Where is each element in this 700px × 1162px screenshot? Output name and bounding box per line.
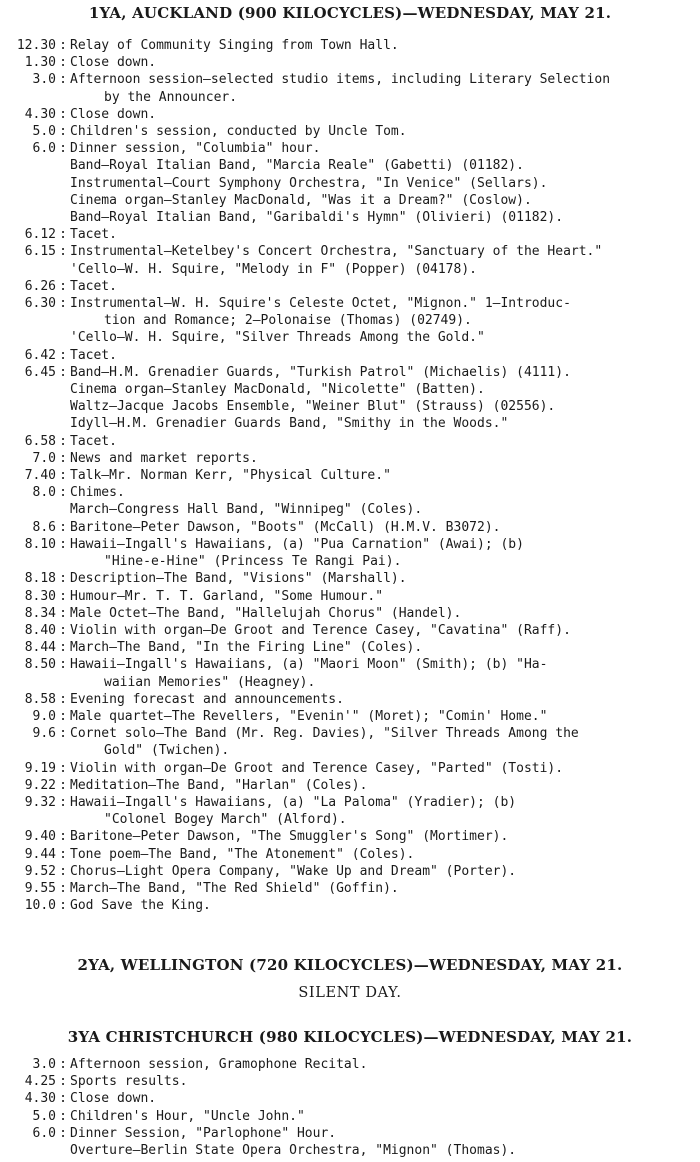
program-entry [14,37,690,54]
entry-line: by the Announcer. [104,89,238,105]
program-entry [14,467,690,484]
program-entry [14,364,690,433]
entry-line: Idyll—H.M. Grenadier Guards Band, "Smithy in the Woods." [70,416,509,432]
entry-time: 9.44 [24,846,56,862]
entry-line: Afternoon session, Gramophone Recital. [70,1057,368,1072]
entry-line: Children's Hour, "Uncle John." [70,1108,305,1124]
time-separator: : [59,55,67,71]
entry-time: 9.55 [24,880,56,896]
entry-line: Band—H.M. Grenadier Guards, "Turkish Patrol" (Michaelis) (4111). [70,364,571,380]
program-entry [14,243,690,277]
entry-time: 8.10 [24,536,56,552]
entry-description [70,123,690,140]
entry-line: Instrumental—Court Symphony Orchestra, "In Venice" (Sellars). [70,175,548,191]
entry-line: Meditation—The Band, "Harlan" (Coles). [70,777,368,793]
entry-time: 1.30 [24,55,56,71]
entry-line: God Save the King. [70,898,211,914]
entry-time: 4.30 [24,1091,56,1107]
entry-line: tion and Romance; 2—Polonaise (Thomas) (02749). [104,313,472,329]
entry-description [70,570,690,587]
entry-line: Close down. [70,106,157,122]
program-entry [14,691,690,708]
entry-line: Chorus—Light Opera Company, "Wake Up and Dream" (Porter). [70,863,517,879]
entry-time: 5.0 [32,124,56,140]
time-separator: : [59,1108,67,1124]
entry-time: 9.52 [24,863,56,879]
entry-description [70,1073,690,1090]
program-entry [14,1125,690,1159]
entry-time: 8.0 [32,485,56,501]
program-entry [14,760,690,777]
entry-description [70,1125,690,1159]
entry-line: Cinema organ—Stanley MacDonald, "Was it a Dream?" (Coslow). [70,192,532,208]
section-heading-1ya: 1YA, AUCKLAND (900 KILOCYCLES)—WEDNESDAY, MAY 21. [88,4,612,22]
time-separator: : [59,519,67,535]
entry-time: 8.50 [24,657,56,673]
entry-line: Baritone—Peter Dawson, "Boots" (McCall) (H.M.V. B3072). [70,519,501,535]
entry-time: 3.0 [32,1057,56,1072]
entry-time: 4.25 [24,1074,56,1090]
entry-time: 8.34 [24,605,56,621]
entry-description [70,54,690,71]
entry-line: Tone poem—The Band, "The Atonement" (Coles). [70,846,415,862]
section-heading-3ya: 3YA CHRISTCHURCH (980 KILOCYCLES)—WEDNESDAY, MAY 21. [67,1028,633,1046]
entry-line: Close down. [70,1091,157,1107]
entry-description [70,295,690,347]
program-entry [14,106,690,123]
entry-line: Instrumental—W. H. Squire's Celeste Octet, "Mignon." 1—Introduc- [70,296,571,312]
entry-time: 6.45 [24,364,56,380]
entry-time: 6.42 [24,347,56,363]
entry-time: 8.30 [24,588,56,604]
entry-description [70,777,690,794]
entry-description [70,760,690,777]
entry-line: March—Congress Hall Band, "Winnipeg" (Coles). [70,502,423,518]
entry-line: 'Cello—W. H. Squire, "Silver Threads Among the Gold." [70,330,485,346]
program-entry [14,777,690,794]
entry-line: Dinner Session, "Parlophone" Hour. [70,1125,337,1141]
time-separator: : [59,244,67,260]
program-entry [14,622,690,639]
program-entry [14,123,690,140]
entry-line: "Colonel Bogey March" (Alford). [104,812,347,828]
time-separator: : [59,278,67,294]
entry-line: Waltz—Jacque Jacobs Ensemble, "Weiner Blut" (Strauss) (02556). [70,399,556,415]
program-entry [14,725,690,759]
entry-time: 8.40 [24,622,56,638]
time-separator: : [59,1074,67,1090]
entry-description [70,243,690,277]
entry-time: 6.26 [24,278,56,294]
time-separator: : [59,38,67,53]
time-separator: : [59,760,67,776]
time-separator: : [59,106,67,122]
time-separator: : [59,1125,67,1141]
program-list-1ya [14,37,690,914]
program-entry [14,897,690,914]
time-separator: : [59,536,67,552]
entry-description [70,467,690,484]
time-separator: : [59,347,67,363]
program-entry [14,54,690,71]
time-separator: : [59,846,67,862]
entry-line: Children's session, conducted by Uncle Tom. [70,124,407,140]
time-separator: : [59,72,67,88]
entry-line: Band—Royal Italian Band, "Marcia Reale" (Gabetti) (01182). [70,158,524,174]
entry-description [70,37,690,54]
program-entry [14,1073,690,1090]
time-separator: : [59,622,67,638]
entry-line: Hawaii—Ingall's Hawaiians, (a) "Maori Moon" (Smith); (b) "Ha- [70,657,548,673]
entry-line: Hawaii—Ingall's Hawaiians, (a) "La Paloma" (Yradier); (b) [70,794,517,810]
entry-line: Close down. [70,55,157,71]
program-entry [14,863,690,880]
entry-description [70,691,690,708]
entry-description [70,794,690,828]
time-separator: : [59,450,67,466]
entry-time: 6.58 [24,433,56,449]
entry-description [70,880,690,897]
program-entry [14,278,690,295]
entry-description [70,656,690,690]
time-separator: : [59,588,67,604]
time-separator: : [59,829,67,845]
entry-description [70,1108,690,1125]
entry-description [70,1090,690,1107]
entry-line: Gold" (Twichen). [104,743,230,759]
entry-description [70,71,690,105]
entry-description [70,846,690,863]
entry-line: Tacet. [70,433,117,449]
entry-time: 3.0 [32,72,56,88]
entry-line: Talk—Mr. Norman Kerr, "Physical Culture." [70,468,391,484]
entry-line: Cinema organ—Stanley MacDonald, "Nicolette" (Batten). [70,382,485,398]
entry-line: Baritone—Peter Dawson, "The Smuggler's Song" (Mortimer). [70,829,509,845]
entry-line: Violin with organ—De Groot and Terence Casey, "Cavatina" (Raff). [70,622,571,638]
program-entry [14,1090,690,1107]
entry-description [70,433,690,450]
entry-description [70,725,690,759]
entry-description [70,226,690,243]
program-list-3ya [14,1056,690,1159]
entry-description [70,828,690,845]
entry-description [70,106,690,123]
program-entry [14,828,690,845]
time-separator: : [59,1057,67,1072]
entry-description [70,519,690,536]
entry-time: 12.30 [16,38,56,53]
entry-description [70,708,690,725]
entry-line: Tacet. [70,347,117,363]
time-separator: : [59,1091,67,1107]
entry-time: 4.30 [24,106,56,122]
program-entry [14,140,690,226]
program-entry [14,656,690,690]
time-separator: : [59,227,67,243]
program-entry [14,71,690,105]
entry-line: Tacet. [70,227,117,243]
entry-time: 6.15 [24,244,56,260]
entry-line: waiian Memories" (Heagney). [104,674,316,690]
entry-time: 6.0 [32,141,56,157]
program-entry [14,846,690,863]
entry-line: News and market reports. [70,450,258,466]
entry-time: 6.0 [32,1125,56,1141]
entry-time: 9.19 [24,760,56,776]
program-entry [14,519,690,536]
entry-description [70,863,690,880]
time-separator: : [59,708,67,724]
entry-time: 5.0 [32,1108,56,1124]
time-separator: : [59,657,67,673]
program-entry [14,484,690,518]
entry-description [70,622,690,639]
entry-line: Hawaii—Ingall's Hawaiians, (a) "Pua Carnation" (Awai); (b) [70,536,524,552]
entry-time: 8.6 [32,519,56,535]
time-separator: : [59,433,67,449]
entry-line: Description—The Band, "Visions" (Marshall). [70,571,407,587]
program-entry [14,639,690,656]
entry-description [70,536,690,570]
program-entry [14,450,690,467]
entry-time: 9.32 [24,794,56,810]
program-entry [14,1056,690,1073]
time-separator: : [59,898,67,914]
time-separator: : [59,640,67,656]
time-separator: : [59,726,67,742]
time-separator: : [59,296,67,312]
entry-description [70,450,690,467]
entry-time: 6.30 [24,296,56,312]
entry-line: Evening forecast and announcements. [70,691,344,707]
entry-line: Sports results. [70,1074,188,1090]
entry-time: 9.6 [32,726,56,742]
program-entry [14,605,690,622]
entry-line: Chimes. [70,485,125,501]
entry-time: 10.0 [24,898,56,914]
time-separator: : [59,124,67,140]
time-separator: : [59,605,67,621]
entry-time: 9.0 [32,708,56,724]
time-separator: : [59,691,67,707]
entry-line: Cornet solo—The Band (Mr. Reg. Davies), "Silver Threads Among the [70,726,579,742]
program-entry [14,433,690,450]
entry-line: Violin with organ—De Groot and Terence Casey, "Parted" (Tosti). [70,760,564,776]
entry-line: March—The Band, "In the Firing Line" (Coles). [70,640,423,656]
program-entry [14,794,690,828]
entry-line: Humour—Mr. T. T. Garland, "Some Humour." [70,588,384,604]
entry-line: Male quartet—The Revellers, "Evenin'" (Moret); "Comin' Home." [70,708,548,724]
time-separator: : [59,485,67,501]
entry-line: Overture—Berlin State Opera Orchestra, "Mignon" (Thomas). [70,1143,517,1159]
entry-time: 8.58 [24,691,56,707]
program-entry [14,708,690,725]
program-entry [14,295,690,347]
time-separator: : [59,777,67,793]
entry-line: Dinner session, "Columbia" hour. [70,141,321,157]
entry-time: 7.0 [32,450,56,466]
entry-description [70,588,690,605]
time-separator: : [59,863,67,879]
time-separator: : [59,794,67,810]
program-entry [14,570,690,587]
program-entry [14,226,690,243]
entry-time: 8.18 [24,571,56,587]
entry-line: March—The Band, "The Red Shield" (Goffin). [70,880,399,896]
entry-time: 9.40 [24,829,56,845]
entry-description [70,347,690,364]
program-entry [14,536,690,570]
entry-description [70,140,690,226]
entry-time: 9.22 [24,777,56,793]
program-entry [14,588,690,605]
section-heading-2ya: 2YA, WELLINGTON (720 KILOCYCLES)—WEDNESDAY, MAY 21. [77,956,623,974]
time-separator: : [59,571,67,587]
time-separator: : [59,880,67,896]
entry-description [70,1056,690,1073]
entry-time: 7.40 [24,468,56,484]
entry-line: Male Octet—The Band, "Hallelujah Chorus" (Handel). [70,605,462,621]
entry-line: Relay of Community Singing from Town Hall. [70,38,399,53]
entry-line: Band—Royal Italian Band, "Garibaldi's Hymn" (Olivieri) (01182). [70,210,564,226]
entry-line: Instrumental—Ketelbey's Concert Orchestra, "Sanctuary of the Heart." [70,244,603,260]
entry-description [70,484,690,518]
program-entry [14,880,690,897]
program-entry [14,1108,690,1125]
entry-description [70,278,690,295]
entry-description [70,897,690,914]
silent-day-label: SILENT DAY. [298,985,402,1001]
time-separator: : [59,364,67,380]
entry-description [70,639,690,656]
entry-time: 6.12 [24,227,56,243]
entry-line: Tacet. [70,278,117,294]
entry-description [70,364,690,433]
entry-time: 8.44 [24,640,56,656]
entry-line: 'Cello—W. H. Squire, "Melody in F" (Popper) (04178). [70,261,477,277]
entry-description [70,605,690,622]
time-separator: : [59,468,67,484]
entry-line: Afternoon session—selected studio items, including Literary Selection [70,72,611,88]
time-separator: : [59,141,67,157]
entry-line: "Hine-e-Hine" (Princess Te Rangi Pai). [104,554,402,570]
program-entry [14,347,690,364]
